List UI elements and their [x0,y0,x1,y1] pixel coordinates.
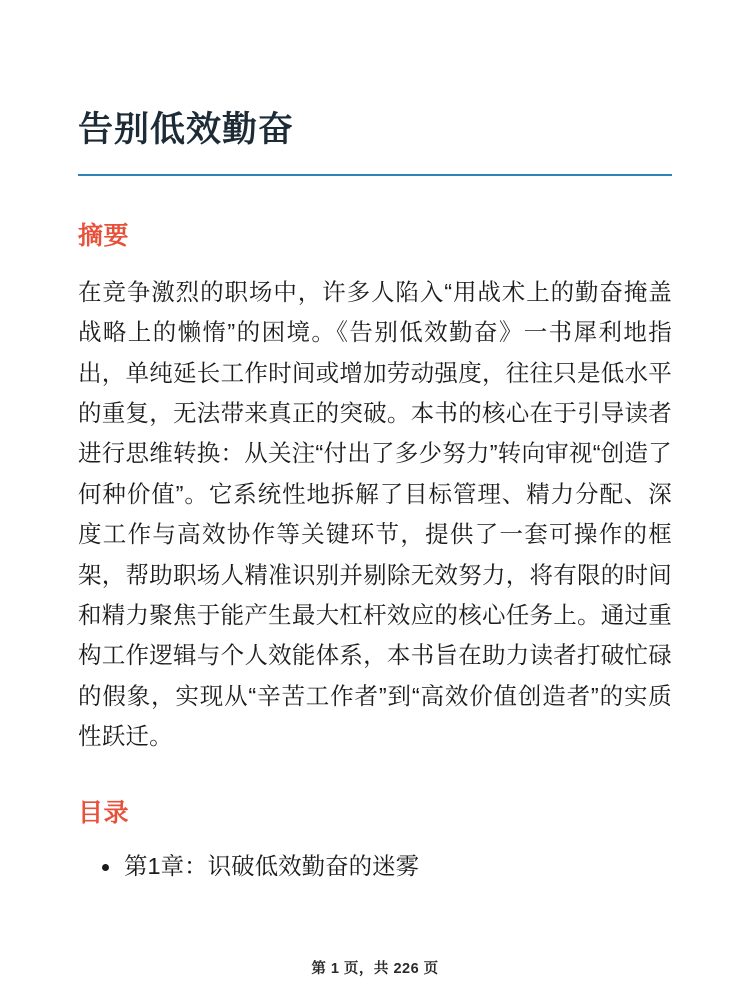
abstract-heading: 摘要 [78,221,130,250]
list-item[interactable]: 第1章：识破低效勤奋的迷雾 [124,847,672,887]
page-title: 告别低效勤奋 [78,110,295,149]
toc-heading: 目录 [78,798,130,827]
title-divider [78,174,672,176]
abstract-body: 在竞争激烈的职场中，许多人陷入“用战术上的勤奋掩盖战略上的懒惰”的困境。《告别低效勤奋》一书犀利地指出，单纯延长工作时间或增加劳动强度，往往只是低水平的重复，无法带来真正的突破。本书的核心在于引导读者进行思维转换：从关注“付出了多少努力”转向审视“创造了何种价值”。它系统性地拆解了目标管理、精力分配、深度工作与高效协作等关键环节，提供了一套可操作的框架，帮助职场人精准识别并剔除无效努力，将有限的时间和精力聚焦于能产生最大杠杆效应的核心任务上。通过重构工作逻辑与个人效能体系，本书旨在助力读者打破忙碌的假象，实现从“辛苦工作者”到“高效价值创造者”的实质性跃迁。 [78,278,672,750]
page-footer: 第 1 页，共 226 页 [311,961,439,977]
toc-list [78,847,672,887]
